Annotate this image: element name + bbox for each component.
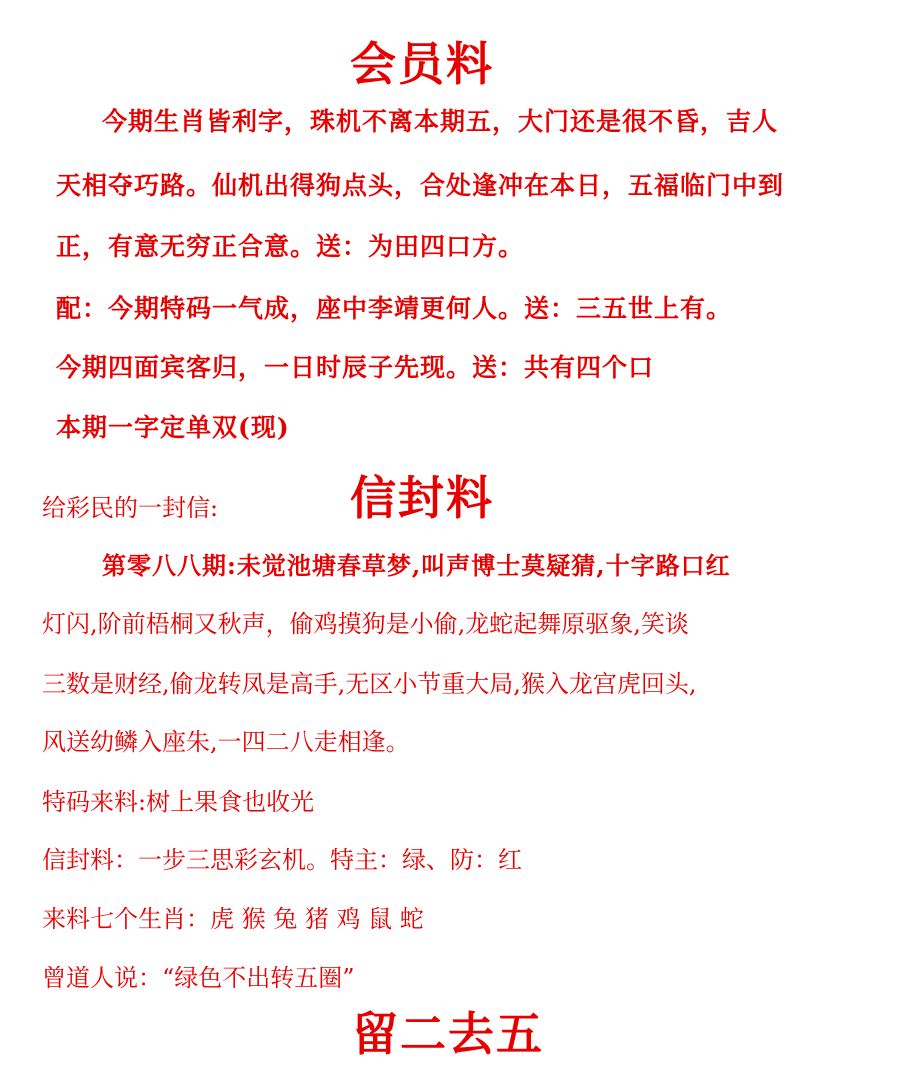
member-line-6: 本期一字定单双(现) [56, 413, 290, 442]
extra-line-4: 曾道人说：“绿色不出转五圈” [42, 964, 355, 992]
member-line-1: 今期生肖皆利字，珠机不离本期五，大门还是很不昏，吉人 [102, 107, 779, 136]
letter-line-1: 第零八八期:未觉池塘春草梦,叫声博士莫疑猜,十字路口红 [102, 551, 731, 580]
member-line-4: 配：今期特码一气成，座中李靖更何人。送：三五世上有。 [56, 294, 733, 323]
letter-intro: 给彩民的一封信: [42, 494, 219, 522]
footer-title: 留二去五 [352, 1007, 544, 1061]
member-line-3: 正，有意无穷正合意。送：为田四口方。 [56, 232, 525, 261]
page-title: 会员料 [350, 37, 494, 91]
extra-line-2: 信封料：一步三思彩玄机。特主：绿、防：红 [42, 846, 522, 874]
letter-line-3: 三数是财经,偷龙转凤是高手,无区小节重大局,猴入龙宫虎回头, [42, 670, 697, 698]
extra-line-3: 来料七个生肖：虎 猴 兔 猪 鸡 鼠 蛇 [42, 905, 424, 933]
letter-title: 信封料 [350, 471, 494, 525]
extra-line-1: 特码来料:树上果食也收光 [42, 788, 315, 816]
member-line-2: 天相夺巧路。仙机出得狗点头，合处逢冲在本日，五福临门中到 [56, 171, 785, 200]
letter-line-4: 风送幼鳞入座朱,一四二八走相逢。 [42, 728, 410, 756]
member-line-5: 今期四面宾客归，一日时辰子先现。送：共有四个口 [56, 353, 655, 382]
letter-line-2: 灯闪,阶前梧桐又秋声，偷鸡摸狗是小偷,龙蛇起舞原驱象,笑谈 [42, 610, 689, 638]
